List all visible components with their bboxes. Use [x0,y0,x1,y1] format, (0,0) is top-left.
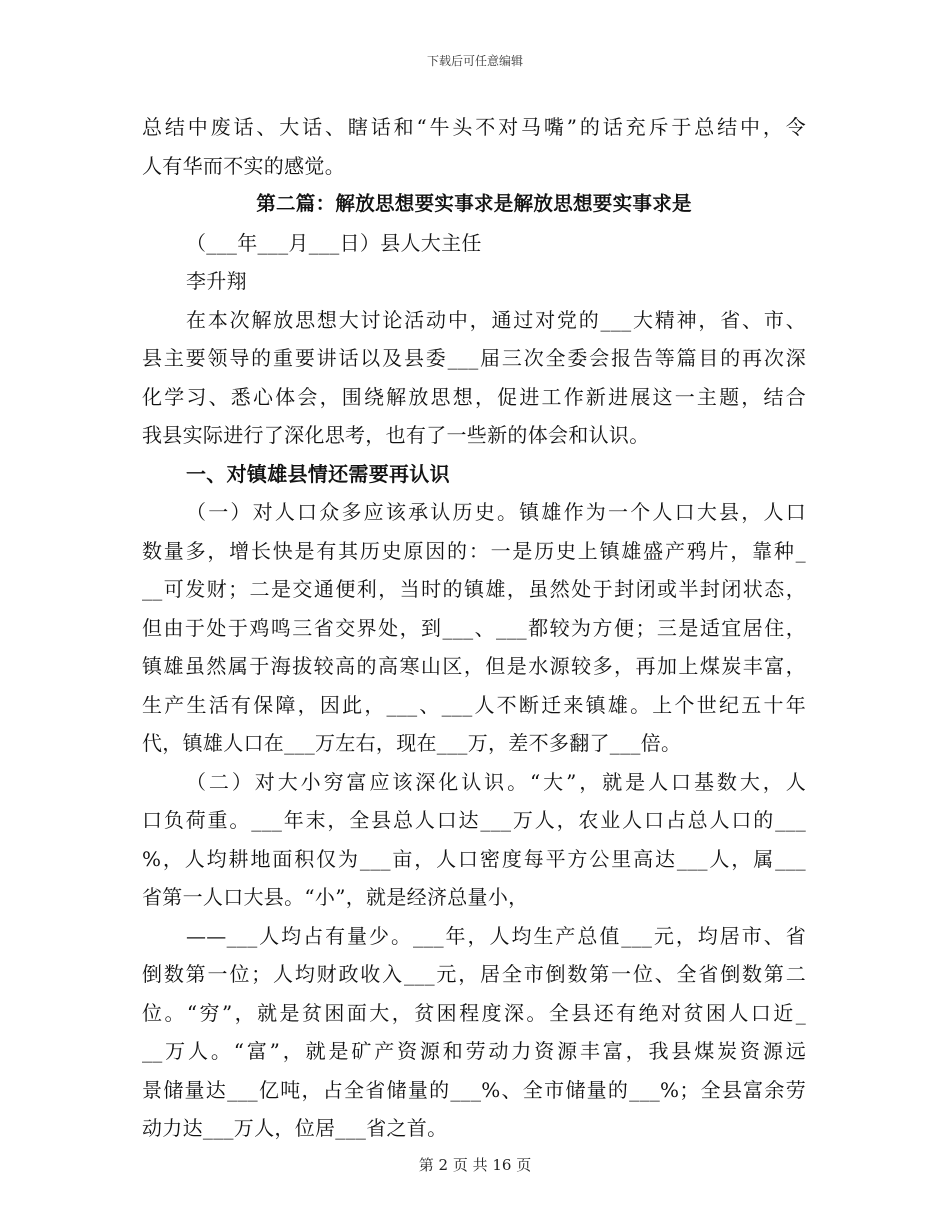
text-line: 李升翔 [186,269,247,293]
text-line: 县主要领导的重要讲话以及县委___届三次全委会报告等篇目的再次深 [142,346,806,370]
text-line: 镇雄虽然属于海拔较高的高寒山区，但是水源较多，再加上煤炭丰富， [142,654,806,678]
text-line: 总结中废话、大话、瞎话和“牛头不对马嘴”的话充斥于总结中，令 [142,115,806,139]
text-line: 化学习、悉心体会，围绕解放思想，促进工作新进展这一主题，结合 [142,384,806,409]
text-line: 倒数第一位；人均财政收入___元，居全市倒数第一位、全省倒数第二 [142,962,806,986]
page-footer: 第 2 页 共 16 页 [418,1156,532,1174]
section-title: 第二篇：解放思想要实事求是解放思想要实事求是 [256,192,692,215]
text-line: 口负荷重。___年末，全县总人口达___万人，农业人口占总人口的___ [142,808,806,832]
text-line: __万人。“富”，就是矿产资源和劳动力资源丰富，我县煤炭资源远 [142,1039,806,1063]
text-line: 生产生活有保障，因此，___、___人不断迁来镇雄。上个世纪五十年 [142,692,806,717]
text-line: （一）对人口众多应该承认历史。镇雄作为一个人口大县，人口 [186,500,806,524]
page-header: 下载后可任意编辑 [426,54,523,68]
text-line: 数量多，增长快是有其历史原因的：一是历史上镇雄盛产鸦片，靠种_ [142,538,806,563]
text-line: 但由于处于鸡鸣三省交界处，到___、___都较为方便；三是适宜居住， [142,615,806,640]
text-line: 位。“穷”，就是贫困面大，贫困程度深。全县还有绝对贫困人口近_ [142,1000,806,1025]
section-heading: 一、对镇雄县情还需要再认识 [186,461,450,486]
text-line: %，人均耕地面积仅为___亩，人口密度每平方公里高达___人，属___ [142,846,806,871]
text-line: 动力达___万人，位居___省之首。 [142,1116,448,1140]
text-line: ——___人均占有量少。___年，人均生产总值___元，均居市、省 [186,923,806,948]
text-line: 在本次解放思想大讨论活动中，通过对党的___大精神，省、市、 [186,307,806,332]
text-line: 景储量达___亿吨，占全省储量的___%、全市储量的___%；全县富余劳 [142,1077,806,1102]
text-line: 人有华而不实的感觉。 [142,153,345,178]
text-line: __可发财；二是交通便利，当时的镇雄，虽然处于封闭或半封闭状态， [142,577,806,601]
text-line: 代，镇雄人口在___万左右，现在___万，差不多翻了___倍。 [142,731,682,755]
text-line: （二）对大小穷富应该深化认识。“大”，就是人口基数大，人 [186,769,806,794]
text-line: 省第一人口大县。“小”，就是经济总量小， [142,885,529,909]
text-line: 我县实际进行了深化思考，也有了一些新的体会和认识。 [142,423,650,447]
document-body [142,108,806,1148]
text-line: （___年___月___日）县人大主任 [186,230,482,255]
